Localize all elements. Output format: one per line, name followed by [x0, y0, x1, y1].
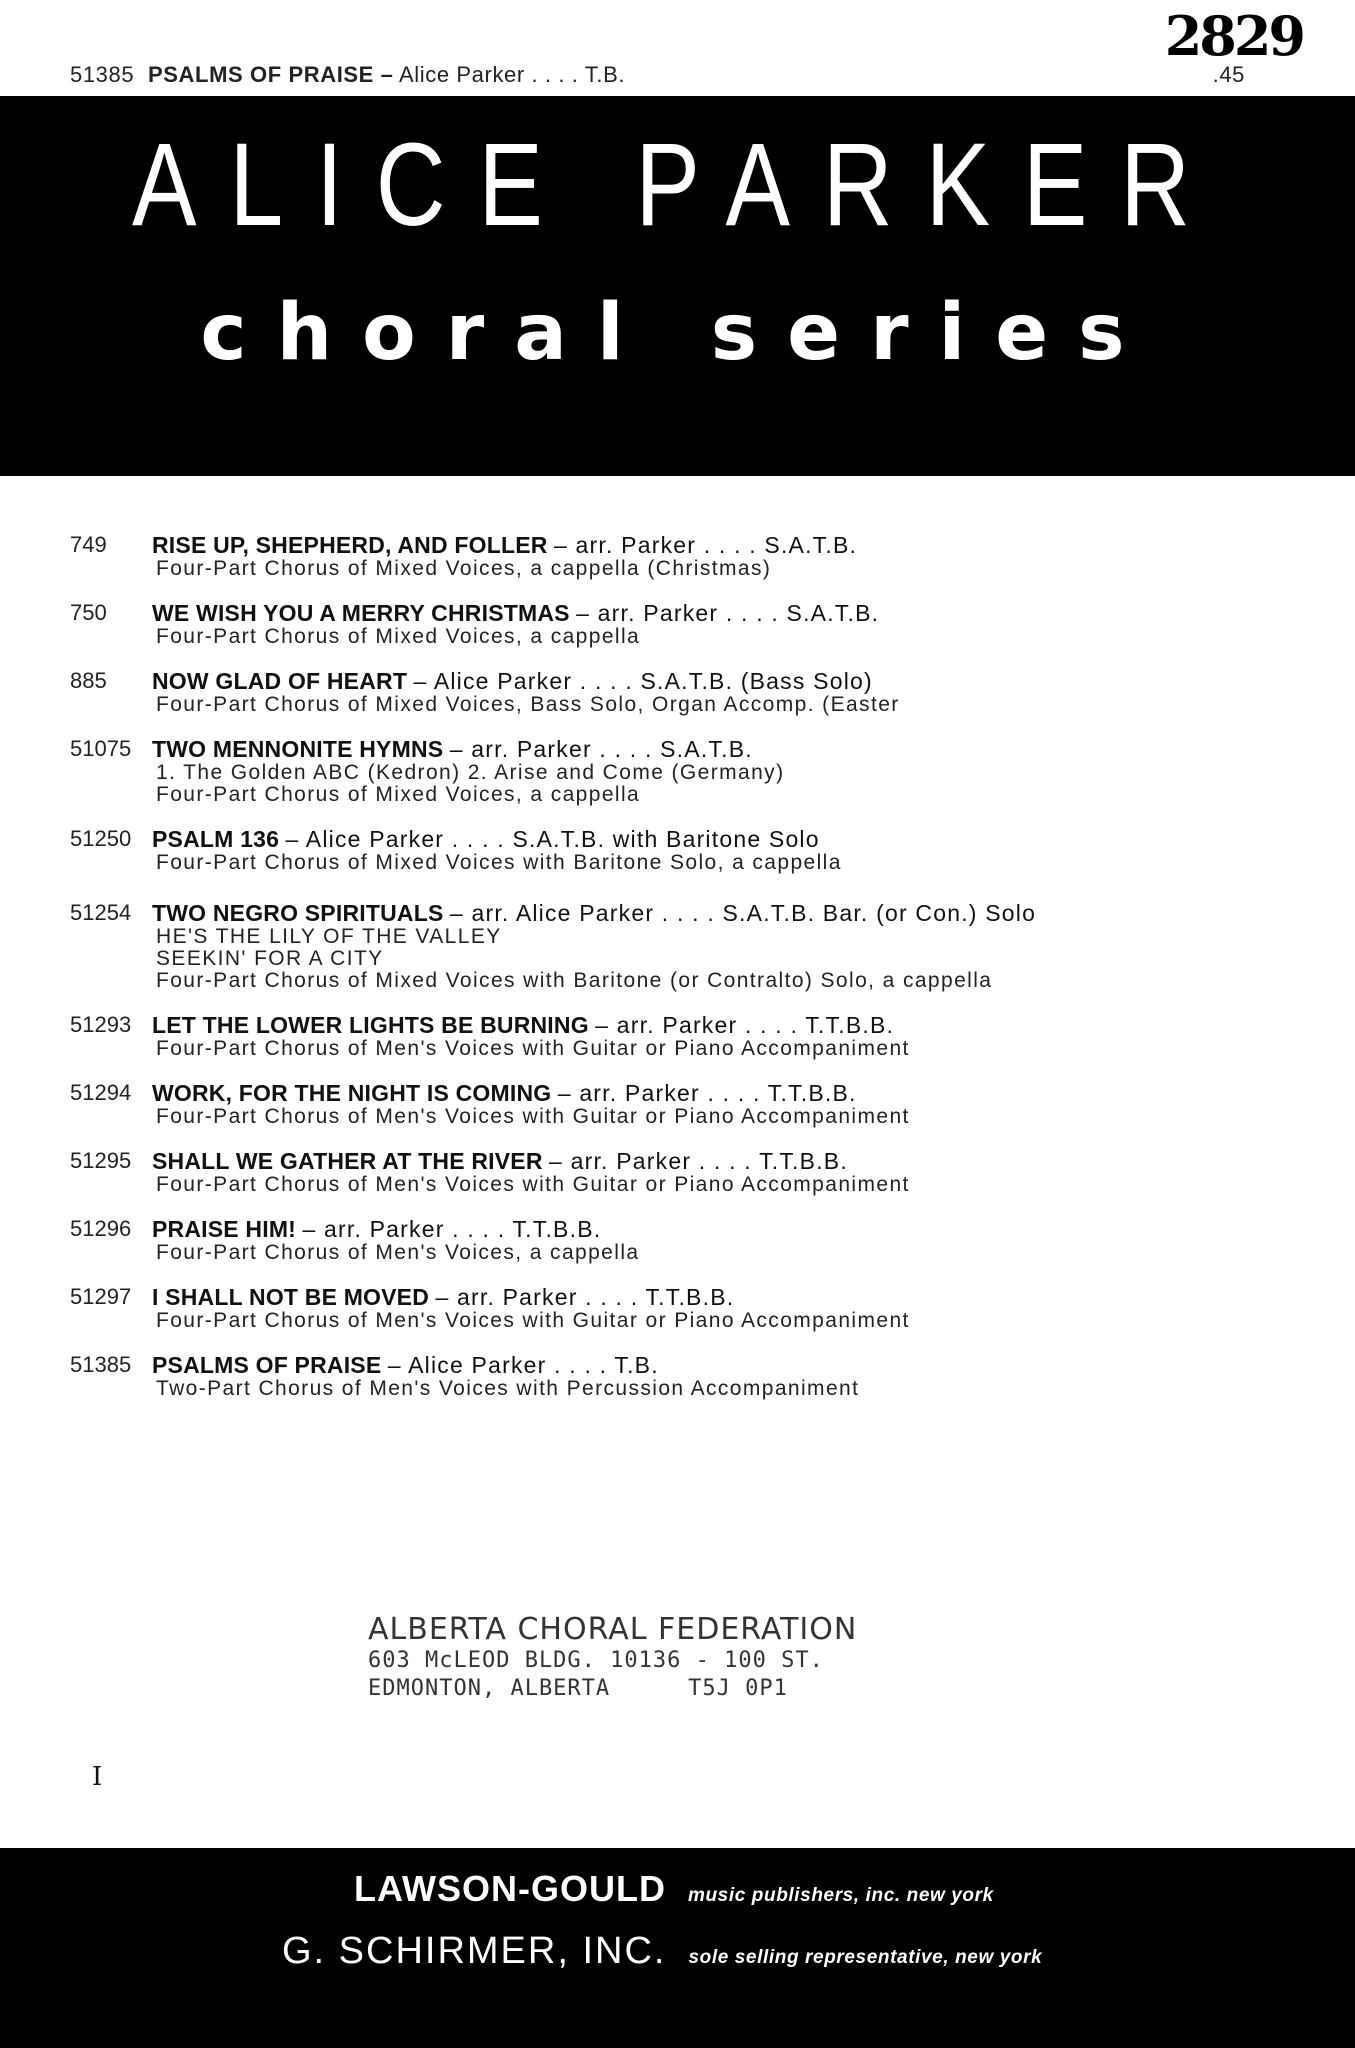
catalog-entry	[70, 1080, 1300, 1128]
entry-heading	[152, 1148, 1300, 1174]
entry-author-voicing: – arr. Parker . . . . S.A.T.B.	[449, 736, 753, 762]
catalog-number: 51250	[70, 826, 132, 851]
publisher-footer	[0, 1848, 1355, 2048]
catalog-entry	[70, 600, 1300, 648]
entry-author-voicing: – arr. Parker . . . . T.T.B.B.	[302, 1216, 602, 1242]
entry-description: Four-Part Chorus of Men's Voices with Guitar or Piano Accompaniment	[156, 1173, 910, 1196]
title-banner	[0, 96, 1355, 474]
catalog-entry	[70, 1216, 1300, 1264]
entry-description: Four-Part Chorus of Men's Voices with Guitar or Piano Accompaniment	[156, 1309, 910, 1332]
publisher-desc: music publishers, inc. new york	[687, 1885, 994, 1906]
entry-description: 1. The Golden ABC (Kedron) 2. Arise and Come (Germany)	[156, 761, 785, 784]
entry-title: WORK, FOR THE NIGHT IS COMING	[152, 1080, 552, 1106]
stamp-name: ALBERTA CHORAL FEDERATION	[368, 1612, 858, 1647]
entry-body	[152, 668, 1300, 716]
entry-title: TWO MENNONITE HYMNS	[152, 736, 444, 762]
entry-heading	[152, 1080, 1300, 1106]
catalog-entry	[70, 1012, 1300, 1060]
entry-description: Four-Part Chorus of Men's Voices with Guitar or Piano Accompaniment	[156, 1105, 910, 1128]
entry-body	[152, 600, 1300, 648]
entry-description: Two-Part Chorus of Men's Voices with Percussion Accompaniment	[156, 1377, 860, 1400]
entry-body	[152, 1080, 1300, 1128]
representative-name: G. SCHIRMER, INC.	[282, 1930, 667, 1972]
price: .45	[1212, 62, 1245, 87]
catalog-entry	[70, 1284, 1300, 1332]
stamp-address: 603 McLEOD BLDG. 10136 - 100 ST.	[368, 1648, 824, 1673]
entry-title: PSALMS OF PRAISE	[152, 1352, 382, 1378]
catalog-entry	[70, 900, 1300, 992]
entry-title: TWO NEGRO SPIRITUALS	[152, 900, 444, 926]
entry-author-voicing: – arr. Parker . . . . S.A.T.B.	[576, 600, 880, 626]
stamp-postal: T5J 0P1	[688, 1676, 788, 1701]
catalog-number: 51295	[70, 1148, 132, 1173]
stamp-city: EDMONTON, ALBERTA	[368, 1676, 611, 1701]
series-name: choral series	[200, 288, 1155, 378]
entry-body	[152, 1352, 1300, 1400]
top-title	[148, 62, 625, 88]
entry-body	[152, 826, 1300, 874]
entry-description: Four-Part Chorus of Mixed Voices, Bass Solo, Organ Accomp. (Easter	[156, 693, 900, 716]
divider-rule	[0, 468, 1355, 476]
entry-heading	[152, 900, 1300, 926]
stamp-city-line	[368, 1675, 888, 1703]
top-title-text: PSALMS OF PRAISE –	[148, 62, 394, 87]
composer-name: ALICE PARKER	[132, 119, 1223, 251]
catalog-entry	[70, 532, 1300, 580]
entry-description: HE'S THE LILY OF THE VALLEY	[156, 925, 502, 948]
entry-heading	[152, 1284, 1300, 1310]
entry-body	[152, 736, 1300, 806]
entry-title: NOW GLAD OF HEART	[152, 668, 408, 694]
entry-description: Four-Part Chorus of Mixed Voices, a cappella	[156, 625, 641, 648]
catalog-number: 885	[70, 668, 107, 693]
entry-author-voicing: – arr. Parker . . . . S.A.T.B.	[553, 532, 858, 558]
entry-heading	[152, 1216, 1300, 1242]
entry-description: Four-Part Chorus of Mixed Voices, a cappella	[156, 783, 641, 806]
entry-title: LET THE LOWER LIGHTS BE BURNING	[152, 1012, 589, 1038]
entry-author-voicing: – arr. Alice Parker . . . . S.A.T.B. Bar. (or Con.) Solo	[449, 900, 1037, 926]
entry-body	[152, 1148, 1300, 1196]
representative-desc: sole selling representative, new york	[688, 1947, 1043, 1968]
catalog-number: 51075	[70, 736, 132, 761]
entry-heading	[152, 532, 1300, 558]
catalog-list	[70, 532, 1300, 1420]
catalog-entry	[70, 736, 1300, 806]
top-line	[70, 62, 1245, 94]
catalog-number: 51294	[70, 1080, 132, 1105]
entry-description: Four-Part Chorus of Mixed Voices, a cappella (Christmas)	[156, 557, 772, 580]
entry-author-voicing: – Alice Parker . . . . S.A.T.B. (Bass Solo)	[413, 668, 873, 694]
catalog-number: 749	[70, 532, 107, 557]
catalog-number: 51293	[70, 1012, 132, 1037]
catalog-number: 51296	[70, 1216, 132, 1241]
entry-body	[152, 900, 1300, 992]
entry-heading	[152, 826, 1300, 852]
entry-author-voicing: – Alice Parker . . . . T.B.	[387, 1352, 659, 1378]
entry-title: WE WISH YOU A MERRY CHRISTMAS	[152, 600, 570, 626]
entry-title: I SHALL NOT BE MOVED	[152, 1284, 430, 1310]
publisher-name: LAWSON-GOULD	[354, 1868, 666, 1909]
entry-description: Four-Part Chorus of Men's Voices, a cappella	[156, 1241, 640, 1264]
publisher-row	[354, 1868, 994, 1910]
catalog-entry	[70, 668, 1300, 716]
entry-description: SEEKIN' FOR A CITY	[156, 947, 384, 970]
entry-body	[152, 1012, 1300, 1060]
entry-heading	[152, 736, 1300, 762]
owner-stamp	[368, 1612, 888, 1703]
top-catalog-number: 51385	[70, 62, 135, 87]
entry-title: RISE UP, SHEPHERD, AND FOLLER	[152, 532, 548, 558]
margin-mark: I	[92, 1762, 103, 1792]
catalog-entry	[70, 826, 1300, 874]
entry-description: Four-Part Chorus of Mixed Voices with Baritone Solo, a cappella	[156, 851, 842, 874]
handwritten-number: 2829	[1164, 4, 1303, 68]
entry-author-voicing: – arr. Parker . . . . T.T.B.B.	[557, 1080, 857, 1106]
catalog-number: 51254	[70, 900, 132, 925]
entry-author-voicing: – Alice Parker . . . . S.A.T.B. with Baritone Solo	[285, 826, 820, 852]
entry-body	[152, 1284, 1300, 1332]
catalog-number: 51297	[70, 1284, 132, 1309]
entry-title: PSALM 136	[152, 826, 280, 852]
catalog-entry	[70, 1352, 1300, 1400]
catalog-number: 750	[70, 600, 107, 625]
entry-title: PRAISE HIM!	[152, 1216, 297, 1242]
entry-description: Four-Part Chorus of Mixed Voices with Baritone (or Contralto) Solo, a cappella	[156, 969, 993, 992]
entry-body	[152, 532, 1300, 580]
entry-author-voicing: – arr. Parker . . . . T.T.B.B.	[435, 1284, 735, 1310]
entry-author-voicing: – arr. Parker . . . . T.T.B.B.	[549, 1148, 848, 1174]
top-title-rest: Alice Parker . . . . T.B.	[393, 62, 626, 87]
catalog-entry	[70, 1148, 1300, 1196]
catalog-number: 51385	[70, 1352, 132, 1377]
entry-heading	[152, 1352, 1300, 1378]
entry-heading	[152, 600, 1300, 626]
entry-description: Four-Part Chorus of Men's Voices with Guitar or Piano Accompaniment	[156, 1037, 910, 1060]
entry-heading	[152, 1012, 1300, 1038]
entry-heading	[152, 668, 1300, 694]
entry-title: SHALL WE GATHER AT THE RIVER	[152, 1148, 543, 1174]
entry-author-voicing: – arr. Parker . . . . T.T.B.B.	[595, 1012, 895, 1038]
representative-row	[282, 1930, 1042, 1973]
entry-body	[152, 1216, 1300, 1264]
